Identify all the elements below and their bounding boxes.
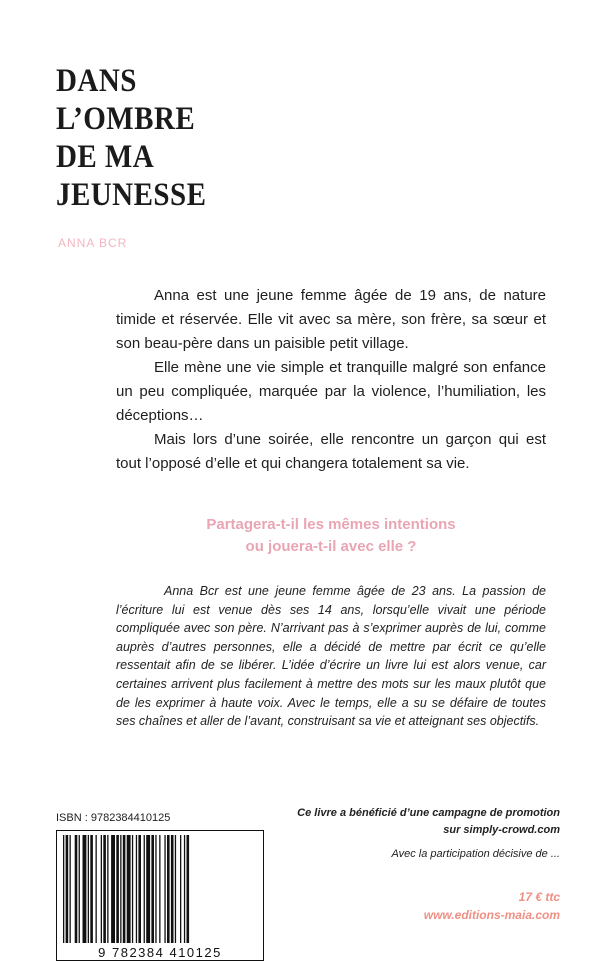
tagline [116, 514, 546, 558]
title-line: L’OMBRE [56, 101, 196, 137]
book-title [56, 62, 206, 214]
barcode-bar [88, 835, 89, 943]
barcode-bar [151, 835, 154, 943]
barcode-bar [111, 835, 115, 943]
barcode-bar [184, 835, 185, 943]
barcode-bar [123, 835, 126, 943]
synopsis-paragraph: Elle mène une vie simple et tranquille malgré son enfance un peu compliquée, marquée par la violence, l’humiliation, les déceptions… [116, 359, 546, 424]
barcode-bar [66, 835, 69, 943]
barcode-bar [116, 835, 119, 943]
barcode-bar [159, 835, 160, 943]
title-line: DANS [56, 63, 137, 99]
barcode-bar [107, 835, 108, 943]
barcode-bar [79, 835, 80, 943]
promo-note [297, 805, 560, 839]
title-line: JEUNESSE [56, 177, 207, 213]
barcode-bar [187, 835, 190, 943]
author-bio [116, 582, 546, 731]
title-line: DE MA [56, 139, 155, 175]
barcode-bar [132, 835, 133, 943]
barcode-bar [120, 835, 121, 943]
barcode-bar [103, 835, 106, 943]
barcode-bar [144, 835, 145, 943]
barcode-bars [61, 835, 259, 943]
barcode-bar [175, 835, 176, 943]
barcode-bar [96, 835, 97, 943]
barcode-bar [75, 835, 78, 943]
synopsis [116, 284, 546, 476]
bio-paragraph: Anna Bcr est une jeune femme âgée de 23 ans. La passion de l’écriture lui est venue dès ses 14 ans, lorsqu’elle vivait une période compliquée avec son père. N’arrivant pas à s’exprimer auprès de lui, comme auprès d’autres personnes, elle a décidé de mettre par écrit ce qu’elle ressentait afin de se libérer. L’idée d’écrire un livre lui est alors venue, car certaines arrivent plus facilement à mettre des mots sur les maux plutôt que de les exprimer à haute voix. Avec le temps, elle a su se défaire de toutes ses chaînes et aller de l’avant, construisant sa vie et atteignant ses objectifs. [116, 584, 546, 729]
tagline-line: ou jouera-t-il avec elle ? [245, 538, 417, 555]
synopsis-paragraph: Mais lors d’une soirée, elle rencontre un garçon qui est tout l’opposé d’elle et qui changera totalement sa vie. [116, 431, 546, 472]
author-name: ANNA BCR [58, 236, 128, 250]
barcode-bar [70, 835, 71, 943]
barcode-bar [136, 835, 137, 943]
barcode-bar [164, 835, 165, 943]
promo-line: sur simply-crowd.com [443, 824, 560, 836]
barcode-bar [167, 835, 170, 943]
barcode [56, 830, 264, 961]
barcode-bar [138, 835, 141, 943]
promo-line: Ce livre a bénéficié d’une campagne de promotion [297, 807, 560, 819]
barcode-bar [180, 835, 181, 943]
synopsis-paragraph: Anna est une jeune femme âgée de 19 ans, de nature timide et réservée. Elle vit avec sa mère, son frère, sa sœur et son beau-père dans un paisible petit village. [116, 287, 546, 352]
barcode-bar [146, 835, 150, 943]
barcode-bar [155, 835, 156, 943]
participation-note: Avec la participation décisive de ... [391, 848, 560, 860]
barcode-bar [63, 835, 64, 943]
price: 17 € ttc [518, 890, 560, 904]
barcode-digits: 9 782384 410125 [98, 945, 222, 960]
tagline-line: Partagera-t-il les mêmes intentions [206, 516, 456, 533]
barcode-bar [90, 835, 93, 943]
barcode-bar [171, 835, 174, 943]
barcode-bar [127, 835, 131, 943]
isbn-label: ISBN : 9782384410125 [56, 812, 171, 824]
barcode-bar [101, 835, 102, 943]
publisher-website: www.editions-maia.com [423, 908, 560, 922]
price-block [424, 888, 560, 924]
barcode-bar [83, 835, 87, 943]
barcode-block [56, 812, 264, 961]
